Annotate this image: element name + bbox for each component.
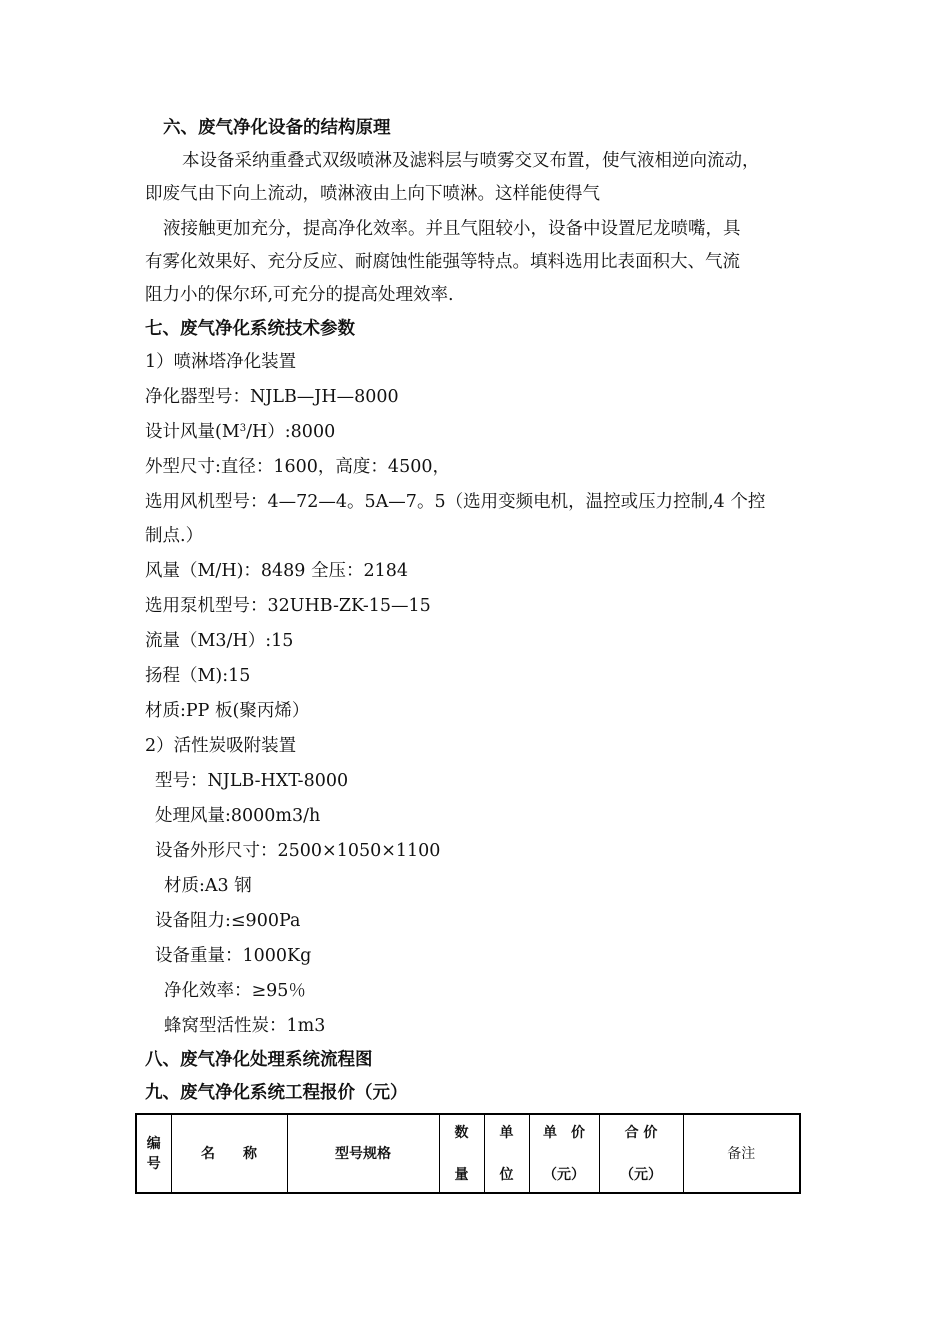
header-unit-price-top: 单 价 <box>543 1124 585 1141</box>
header-number-top: 编 <box>146 1135 161 1152</box>
header-quantity-bottom: 量 <box>454 1166 469 1183</box>
honeycomb-carbon: 蜂窝型活性炭：1m3 <box>164 1016 326 1036</box>
carbon-material: 材质:A3 钢 <box>164 876 252 896</box>
design-airflow-superscript: 3 <box>239 423 247 434</box>
carbon-model: 型号：NJLB-HXT-8000 <box>155 771 349 791</box>
carbon-airflow: 处理风量:8000m3/h <box>155 806 321 826</box>
carbon-weight: 设备重量：1000Kg <box>155 946 312 966</box>
header-remark: 备注 <box>683 1114 800 1193</box>
fan-model-line-1: 选用风机型号：4—72—4。5A—7。5（选用变频电机，温控或压力控制,4 个控 <box>145 492 766 512</box>
header-quantity <box>439 1114 484 1193</box>
header-total-price-bottom: （元） <box>620 1166 662 1183</box>
air-volume: 风量（M/H)：8489 全压：2184 <box>145 561 409 581</box>
activated-carbon-subheading: 2）活性炭吸附装置 <box>145 736 297 756</box>
section6-para-line-5: 阻力小的保尔环,可充分的提高处理效率. <box>145 285 454 305</box>
pump-model: 选用泵机型号：32UHB-ZK-15—15 <box>145 596 431 616</box>
header-unit-price-bottom: （元） <box>543 1166 585 1183</box>
carbon-efficiency: 净化效率：≥95％ <box>164 981 306 1001</box>
fan-model-line-2: 制点.） <box>145 526 204 546</box>
header-total-price-top: 合 价 <box>624 1124 658 1141</box>
section6-heading: 六、废气净化设备的结构原理 <box>163 118 391 138</box>
design-airflow-prefix: 设计风量(M <box>145 422 240 442</box>
design-airflow-suffix: /H）:8000 <box>246 422 336 442</box>
section7-heading: 七、废气净化系统技术参数 <box>145 319 355 339</box>
section6-para-line-3: 液接触更加充分，提高净化效率。并且气阻较小，设备中设置尼龙喷嘴，具 <box>163 219 741 239</box>
table-header-row <box>136 1114 800 1193</box>
header-quantity-top: 数 <box>454 1124 469 1141</box>
outer-dimensions: 外型尺寸:直径：1600，高度：4500， <box>145 457 450 477</box>
section6-para-line-2: 即废气由下向上流动，喷淋液由上向下喷淋。这样能使得气 <box>145 184 600 204</box>
spray-tower-subheading: 1）喷淋塔净化装置 <box>145 352 297 372</box>
header-spec: 型号规格 <box>287 1114 439 1193</box>
header-unit-price <box>529 1114 599 1193</box>
header-name: 名 称 <box>171 1114 287 1193</box>
section6-para-line-1: 本设备采纳重叠式双级喷淋及滤料层与喷雾交叉布置，使气液相逆向流动， <box>182 151 760 171</box>
design-airflow <box>145 420 335 444</box>
carbon-resistance: 设备阻力:≤900Pa <box>155 911 301 931</box>
section8-heading: 八、废气净化处理系统流程图 <box>145 1050 373 1070</box>
tower-material: 材质:PP 板(聚丙烯） <box>145 701 310 721</box>
section6-para-line-4: 有雾化效果好、充分反应、耐腐蚀性能强等特点。填料选用比表面积大、气流 <box>145 252 740 272</box>
carbon-dimensions: 设备外形尺寸：2500×1050×1100 <box>155 841 441 861</box>
pump-flow: 流量（M3/H）:15 <box>145 631 294 651</box>
header-unit <box>484 1114 529 1193</box>
header-number <box>136 1114 171 1193</box>
header-unit-bottom: 位 <box>499 1166 514 1183</box>
quotation-table <box>135 1113 801 1194</box>
section9-heading: 九、废气净化系统工程报价（元） <box>145 1083 408 1103</box>
purifier-model: 净化器型号：NJLB—JH—8000 <box>145 387 399 407</box>
pump-head: 扬程（M):15 <box>145 666 251 686</box>
header-total-price <box>599 1114 683 1193</box>
header-unit-top: 单 <box>499 1124 514 1141</box>
header-number-bottom: 号 <box>146 1155 161 1172</box>
